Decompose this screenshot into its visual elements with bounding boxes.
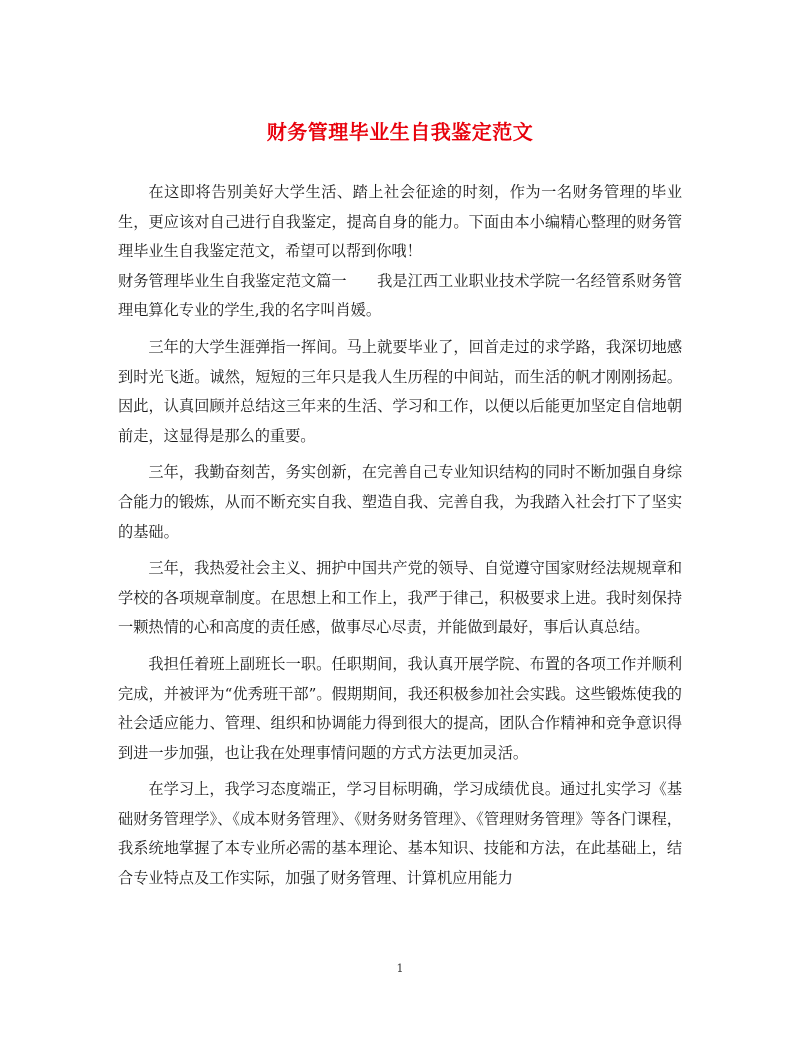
document-body [118,178,682,894]
document-title: 财务管理毕业生自我鉴定范文 [266,120,534,144]
paragraph-section-heading: 财务管理毕业生自我鉴定范文篇一 我是江西工业职业技术学院一名经管系财务管理电算化专业的学生,我的名字叫肖媛。 [118,271,682,320]
paragraph-ideology: 三年，我热爱社会主义、拥护中国共产党的领导、自觉遵守国家财经法规规章和学校的各项规章制度。在思想上和工作上，我严于律己，积极要求上进。我时刻保持一颗热情的心和高度的责任感，做事尽心尽责，并能做到最好，事后认真总结。 [118,559,682,637]
paragraph-diligence: 三年，我勤奋刻苦，务实创新，在完善自己专业知识结构的同时不断加强自身综合能力的锻炼，从而不断充实自我、塑造自我、完善自我，为我踏入社会打下了坚实的基础。 [118,463,682,541]
paragraph-class-role: 我担任着班上副班长一职。任职期间，我认真开展学院、布置的各项工作并顺利完成，并被评为“优秀班干部”。假期期间，我还积极参加社会实践。这些锻炼使我的社会适应能力、管理、组织和协调能力得到很大的提高，团队合作精神和竞争意识得到进一步加强，也让我在处理事情问题的方式方法更加灵活。 [118,654,682,762]
paragraph-three-years: 三年的大学生涯弹指一挥间。马上就要毕业了，回首走过的求学路，我深切地感到时光飞逝。诚然，短短的三年只是我人生历程的中间站，而生活的帆才刚刚扬起。因此，认真回顾并总结这三年来的生活、学习和工作，以便以后能更加坚定自信地朝前走，这显得是那么的重要。 [118,337,682,445]
page-number: 1 [396,962,404,975]
paragraph-intro: 在这即将告别美好大学生活、踏上社会征途的时刻，作为一名财务管理的毕业生，更应该对自己进行自我鉴定，提高自身的能力。下面由本小编精心整理的财务管理毕业生自我鉴定范文，希望可以帮到你哦！ [118,183,682,261]
paragraph-study: 在学习上，我学习态度端正，学习目标明确，学习成绩优良。通过扎实学习《基础财务管理学》、《成本财务管理》、《财务财务管理》、《管理财务管理》等各门课程，我系统地掌握了本专业所必需的基本理论、基本知识、技能和方法，在此基础上，结合专业特点及工作实际，加强了财务管理、计算机应用能力 [118,780,682,888]
